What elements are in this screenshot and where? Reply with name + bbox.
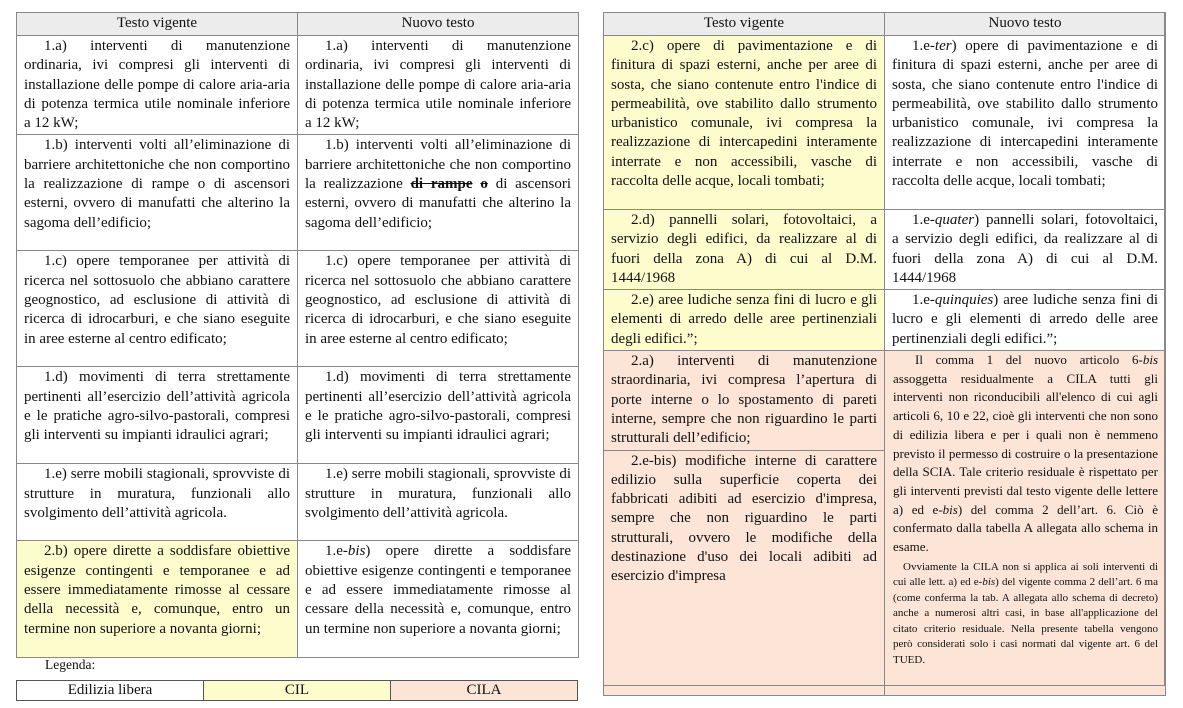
cell-commentary-note <box>885 351 1166 695</box>
header-new-text: Nuovo testo <box>885 13 1166 36</box>
header-new-text: Nuovo testo <box>298 13 579 36</box>
italic-text: bis <box>1142 352 1158 368</box>
legend <box>16 680 578 701</box>
cell-current-2e-bis: 2.e-bis) modifiche interne di carattere edilizio sulla superficie coperta dei fabbricati adibiti ad esercizio d'impresa, sempre che non riguardino le parti strutturali, ovvero le modifiche della destinazione d'uso dei locali adibiti ad esercizio d'impresa <box>604 450 885 695</box>
cell-current-2a: 2.a) interventi di manutenzione straordinaria, ivi compresa l’apertura di porte interne o lo spostamento di pareti interne, sempre che non riguardino le parti strutturali dell’edificio; <box>604 351 885 450</box>
cell-new-1e-quater <box>885 210 1166 290</box>
table-row <box>17 464 579 541</box>
table-row <box>604 290 1166 351</box>
text-segment: ) opere dirette a soddisfare obiettive esigenze contingenti e temporanee e ad essere immediatamente rimosse al cessare della necessità e, comunque, entro un termine non superiore a novanta giorni; <box>305 543 571 637</box>
table-row <box>604 36 1166 210</box>
cell-current-1b: 1.b) interventi volti all’eliminazione di barriere architettoniche che non comportino la realizzazione di rampe o di ascensori esterni, ovvero di manufatti che alterino la sagoma dell’edificio; <box>17 135 298 251</box>
cell-current-1d: 1.d) movimenti di terra strettamente pertinenti all’esercizio dell’attività agricola e le pratiche agro-silvo-pastorali, compresi gli interventi su impianti idraulici agrari; <box>17 367 298 464</box>
cell-new-1b <box>298 135 579 251</box>
cell-new-1e-quinquies <box>885 290 1166 351</box>
italic-text: bis <box>347 543 366 560</box>
left-comparison-table <box>16 12 579 658</box>
text-segment: ) del vigente comma 2 dell’art. 6 ma (come conferma la tab. A allegata allo schema di decreto) anche a numerosi altri casi, in base all'applicazione del citato criterio residuale. Nella presente tabella vengono però considerati solo i casi normati dal vigente art. 6 del TUED. <box>893 576 1158 666</box>
text-segment: ) opere di pavimentazione e di finitura di spazi esterni, anche per aree di sosta, che siano contenute entro l'indice di permeabilità, ove stabilito dallo strumento urbanistico comunale, ivi compresa la realizzazione di intercapedini interamente interrate e non accessibili, vasche di raccolta delle acque, locali tombati; <box>892 38 1158 190</box>
cell-current-2d: 2.d) pannelli solari, fotovoltaici, a servizio degli edifici, da realizzare al di fuori della zona A) di cui al D.M. 1444/1968 <box>604 210 885 290</box>
cell-new-1e-ter <box>885 36 1166 210</box>
legend-title: Legenda: <box>45 657 96 672</box>
commentary-main <box>893 351 1158 557</box>
text-segment: Ovviamente la CILA non si applica ai soli interventi di cui alle lett. a) ed e- <box>893 560 1158 589</box>
table-row <box>604 210 1166 290</box>
text-segment: ) aree ludiche senza fini di lucro e gli elementi di arredo delle aree pertinenziali degli edifici.”; <box>892 292 1158 347</box>
text-segment: 1.e- <box>912 292 935 309</box>
text-segment: di ascensori esterni, ovvero di manufatti che alterino la sagoma dell’edificio; <box>305 176 571 231</box>
table-header-row <box>604 13 1166 36</box>
header-current-text: Testo vigente <box>17 13 298 36</box>
text-segment: 1.e- <box>325 543 348 560</box>
cell-new-1d: 1.d) movimenti di terra strettamente pertinenti all’esercizio dell’attività agricola e le pratiche agro-silvo-pastorali, compresi gli interventi su impianti idraulici agrari; <box>298 367 579 464</box>
italic-text: quater <box>934 212 975 228</box>
header-current-text: Testo vigente <box>604 13 885 36</box>
table-row <box>17 135 579 251</box>
text-segment: Il comma 1 del nuovo articolo 6- <box>915 352 1143 368</box>
text-segment: 1.e- <box>912 38 935 54</box>
struck-text: o <box>480 176 488 193</box>
cell-current-2e: 2.e) aree ludiche senza fini di lucro e gli elementi di arredo delle aree pertinenziali degli edifici.”; <box>604 290 885 351</box>
cell-current-1c: 1.c) opere temporanee per attività di ricerca nel sottosuolo che abbiano carattere geognostico, ad esclusione di attività di ricerca di idrocarburi, e che siano eseguite in aree esterne al centro edificato; <box>17 251 298 367</box>
table-row <box>17 367 579 464</box>
table-row <box>17 541 579 658</box>
cell-new-1e: 1.e) serre mobili stagionali, sprovviste di strutture in muratura, funzionali allo svolgimento dell’attività agricola. <box>298 464 579 541</box>
struck-text: di rampe <box>410 176 473 193</box>
cell-new-1a: 1.a) interventi di manutenzione ordinaria, ivi compresi gli interventi di installazione delle pompe di calore aria-aria di potenza termica utile nominale inferiore a 12 kW; <box>298 36 579 135</box>
italic-text: quinquies <box>934 292 994 309</box>
table-row <box>17 251 579 367</box>
italic-text: bis <box>982 576 996 589</box>
cell-current-1a: 1.a) interventi di manutenzione ordinaria, ivi compresi gli interventi di installazione delle pompe di calore aria-aria di potenza termica utile nominale inferiore a 12 kW; <box>17 36 298 135</box>
italic-text: bis <box>942 501 958 517</box>
cell-current-2b: 2.b) opere dirette a soddisfare obiettive esigenze contingenti e temporanee e ad essere immediatamente rimosse al cessare della necessità e, comunque, entro un termine non superiore a novanta giorni; <box>17 541 298 658</box>
text-segment: 1.b) interventi volti all’eliminazione di barriere architettoniche che non comportino la realizzazione <box>305 137 571 193</box>
cell-current-1e: 1.e) serre mobili stagionali, sprovviste di strutture in muratura, funzionali allo svolgimento dell’attività agricola. <box>17 464 298 541</box>
right-comparison-table <box>603 12 1166 696</box>
text-segment: assoggetta residualmente a CILA tutti gli interventi non riconducibili all'elenco di cui agli articoli 6, 10 e 22, cioè gli interventi che non sono di edilizia libera e per i quali non è nemmeno previsto il permesso di costruire o la presentazione della SCIA. Tale criterio residuale è rispettato per gli interventi previsti dal testo vigente delle lettere a) ed e- <box>893 370 1158 517</box>
cell-new-1e-bis <box>298 541 579 658</box>
table-row <box>604 351 1166 450</box>
text-segment: ) del comma 2 dell’art. 6. Ciò è confermato dalla tabella A allegata allo schema in esame. <box>893 501 1159 555</box>
table-header-row <box>17 13 579 36</box>
table-row <box>17 36 579 135</box>
cell-current-2c: 2.c) opere di pavimentazione e di finitura di spazi esterni, anche per aree di sosta, che siano contenute entro l'indice di permeabilità, ove stabilito dallo strumento urbanistico comunale, ivi compresa la realizzazione di intercapedini interamente interrate e non accessibili, vasche di raccolta delle acque, locali tombati; <box>604 36 885 210</box>
cell-new-1c: 1.c) opere temporanee per attività di ricerca nel sottosuolo che abbiano carattere geognostico, ad esclusione di attività di ricerca di idrocarburi, e che siano eseguite in aree esterne al centro edificato; <box>298 251 579 367</box>
legend-item-cil: CIL <box>204 681 391 701</box>
text-segment: ) pannelli solari, fotovoltaici, a servizio degli edifici, da realizzare al di fuori della zona A) di cui al D.M. 1444/1968 <box>892 212 1158 286</box>
italic-text: ter <box>934 38 952 54</box>
text-segment: 1.e- <box>912 212 935 228</box>
legend-item-edilizia-libera: Edilizia libera <box>17 681 204 701</box>
commentary-footnote <box>893 560 1158 669</box>
legend-item-cila: CILA <box>391 681 578 701</box>
